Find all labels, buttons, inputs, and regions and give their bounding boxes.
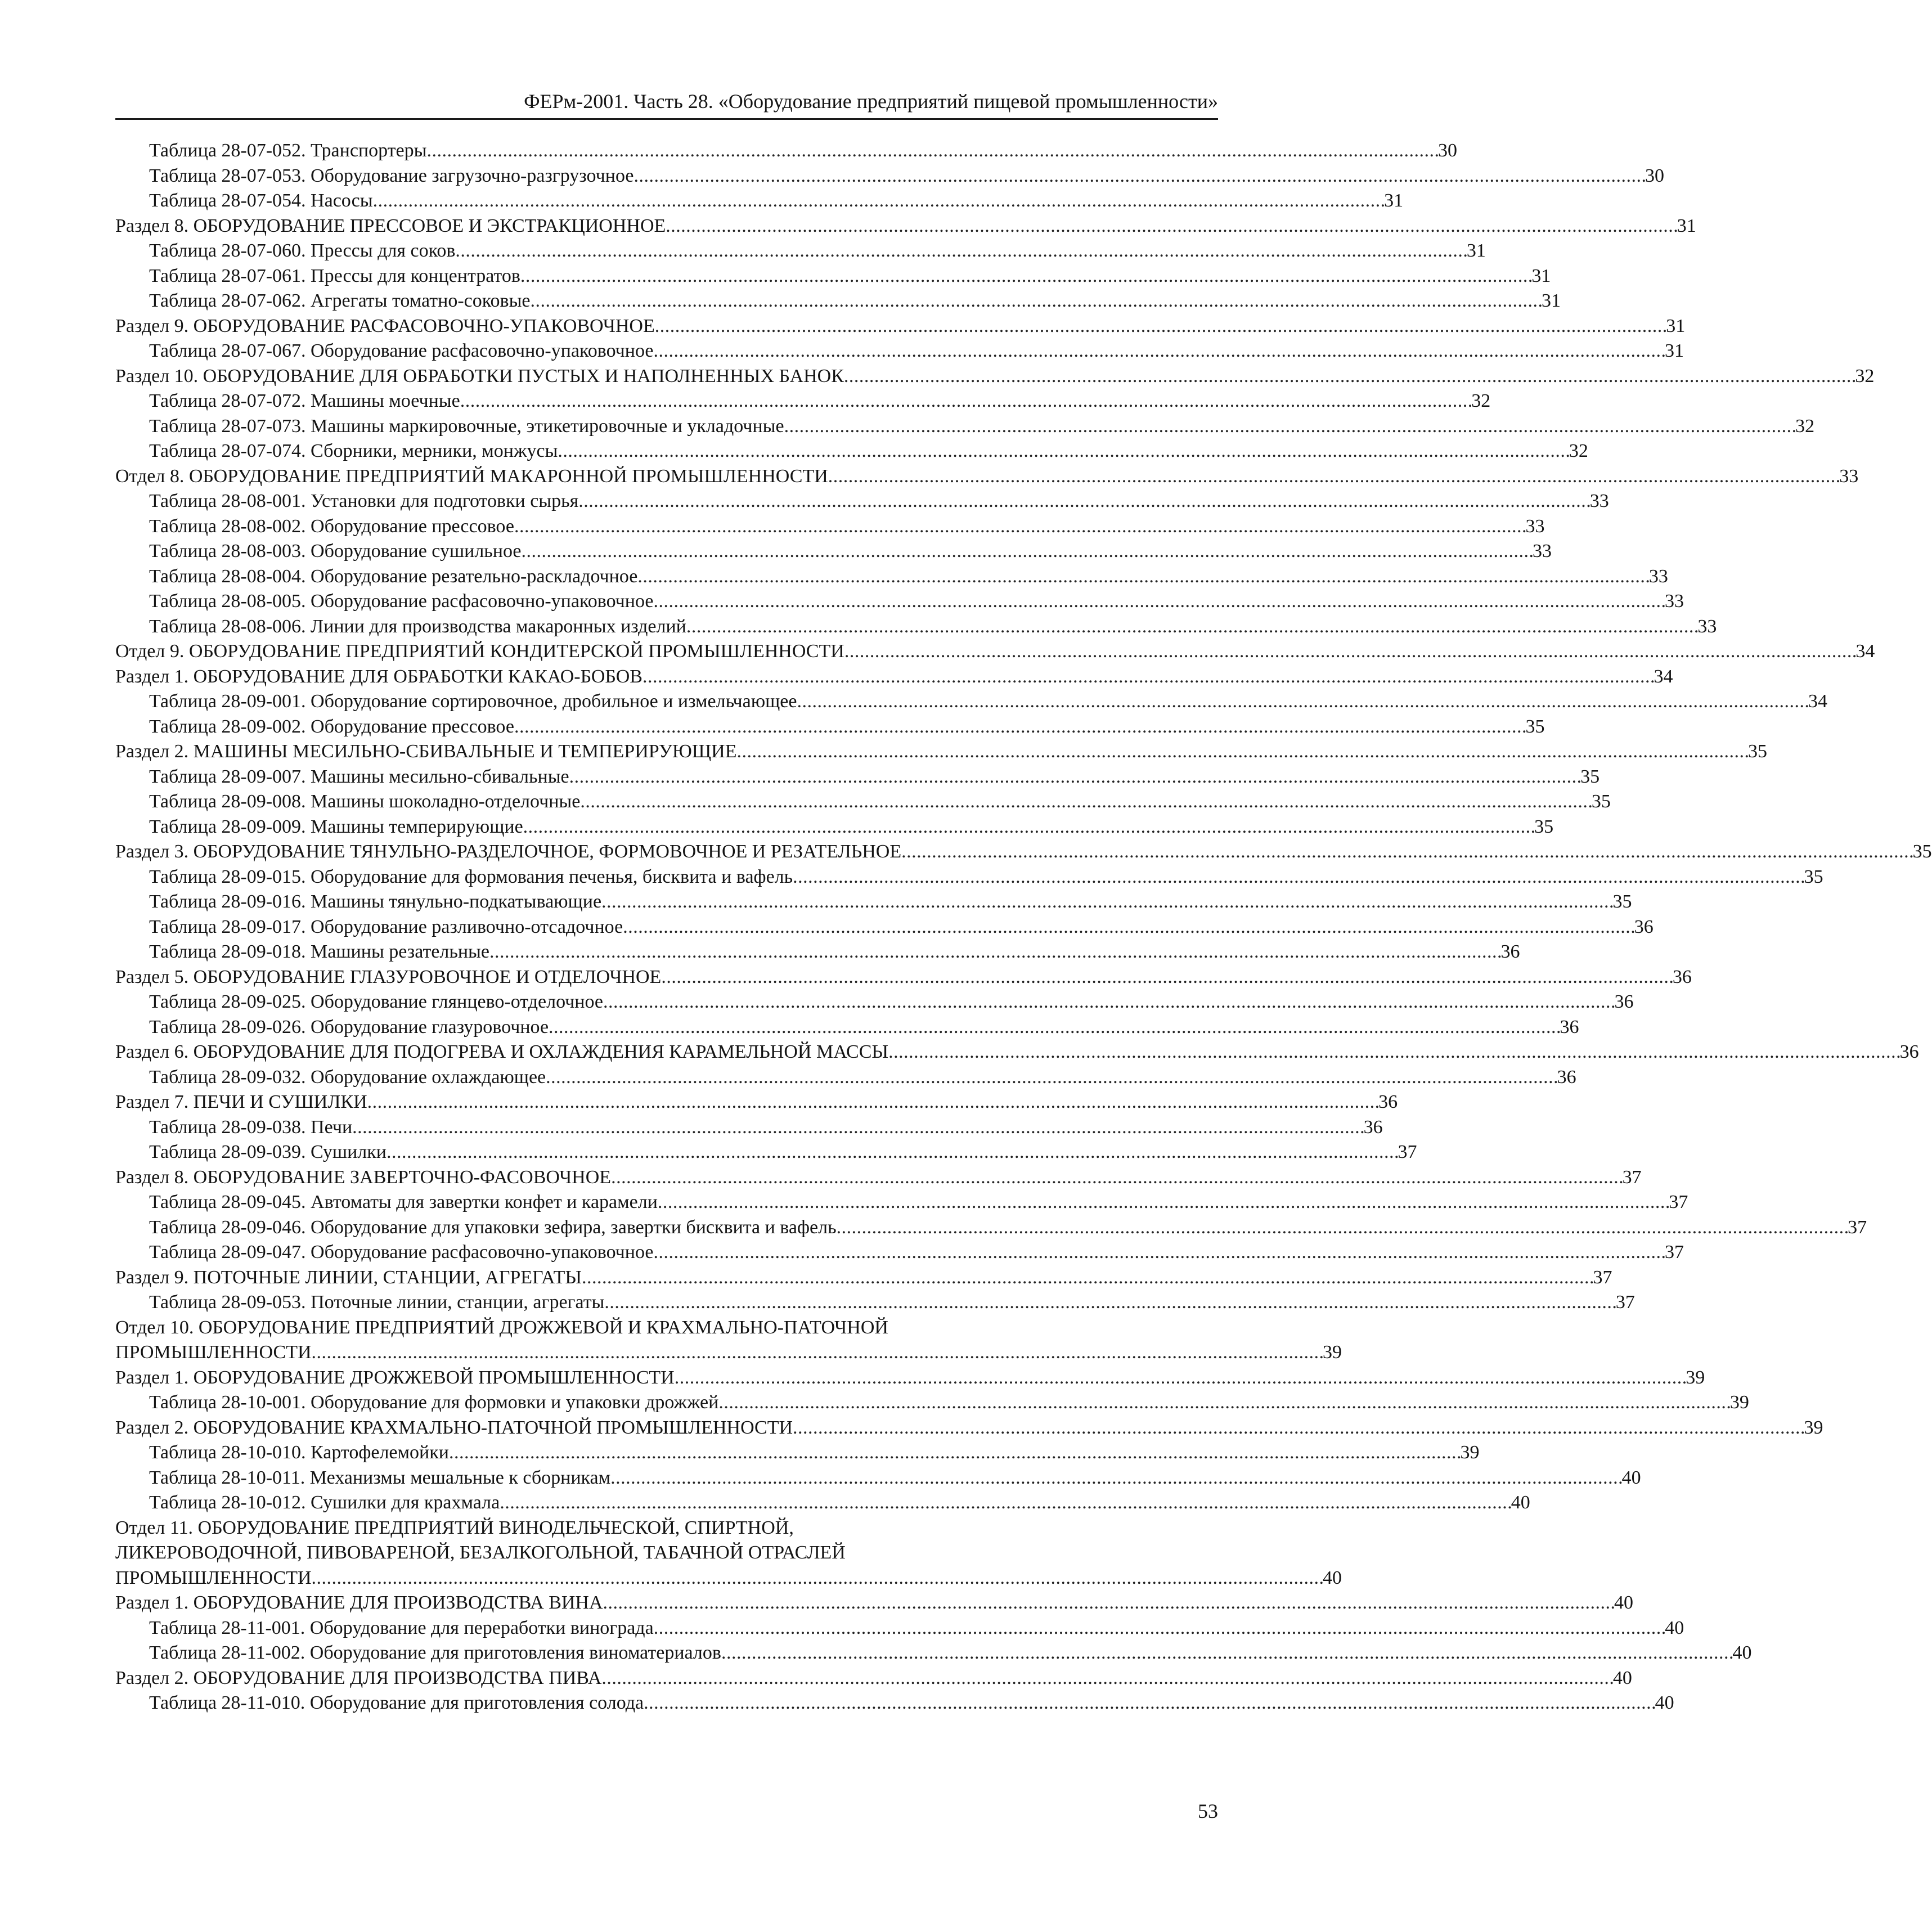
toc-section-entry — [115, 364, 1875, 389]
toc-entry-page: 31 — [1466, 240, 1486, 261]
toc-entry-title: Таблица 28-10-010. Картофелемойки — [149, 1442, 449, 1463]
toc-section-entry — [115, 1265, 1612, 1291]
dot-leader — [888, 1040, 1899, 1064]
toc-entry-title: Таблица 28-09-009. Машины темперирующие — [149, 816, 523, 837]
dot-leader — [675, 1365, 1685, 1390]
toc-entry-title: Раздел 8. ОБОРУДОВАНИЕ ЗАВЕРТОЧНО-ФАСОВОЧНОЕ — [115, 1166, 612, 1188]
toc-entry-title: Раздел 8. ОБОРУДОВАНИЕ ПРЕССОВОЕ И ЭКСТРАКЦИОННОЕ — [115, 215, 666, 236]
toc-entry-title: Таблица 28-07-073. Машины маркировочные, этикетировочные и укладочные — [149, 415, 784, 437]
dot-leader — [460, 389, 1471, 414]
toc-table-entry — [115, 439, 1588, 464]
toc-entry-title: Таблица 28-08-001. Установки для подготовки сырья — [149, 491, 579, 511]
toc-table-entry — [115, 389, 1491, 414]
toc-entry-page: 33 — [1589, 491, 1609, 511]
toc-entry-page: 36 — [1363, 1116, 1383, 1138]
toc-table-entry — [115, 1115, 1383, 1140]
toc-entry-page: 31 — [1664, 340, 1684, 361]
toc-entry-title: Таблица 28-09-038. Печи — [149, 1116, 353, 1138]
dot-leader — [828, 464, 1839, 489]
toc-entry-title: Таблица 28-10-001. Оборудование для формовки и упаковки дрожжей — [149, 1392, 719, 1413]
dot-leader — [623, 915, 1633, 940]
toc-section-entry — [115, 1090, 1398, 1115]
dot-leader — [642, 664, 1653, 689]
toc-entry-title: Таблица 28-07-060. Прессы для соков — [149, 240, 456, 261]
toc-entry-page: 30 — [1645, 165, 1664, 186]
toc-entry-title: Раздел 1. ОБОРУДОВАНИЕ ДЛЯ ОБРАБОТКИ КАКАО-БОБОВ — [115, 666, 642, 687]
toc-table-entry — [115, 289, 1561, 314]
dot-leader — [601, 890, 1612, 914]
toc-entry-page: 37 — [1622, 1166, 1642, 1188]
toc-section-entry — [115, 664, 1673, 690]
toc-table-entry — [115, 1290, 1635, 1315]
toc-entry-title: Раздел 2. ОБОРУДОВАНИЕ КРАХМАЛЬНО-ПАТОЧНОЙ ПРОМЫШЛЕННОСТИ — [115, 1417, 793, 1438]
toc-entry-page: 32 — [1471, 390, 1491, 411]
toc-section-entry — [115, 965, 1692, 990]
toc-table-entry — [115, 164, 1664, 189]
dot-leader — [522, 539, 1532, 564]
dot-leader — [312, 1340, 1322, 1365]
dot-leader — [611, 1165, 1621, 1190]
dot-leader — [644, 1691, 1654, 1715]
toc-entry-title: Раздел 1. ОБОРУДОВАНИЕ ДЛЯ ПРОИЗВОДСТВА ВИНА — [115, 1592, 603, 1613]
dot-leader — [601, 1666, 1612, 1691]
toc-entry-title: Раздел 5. ОБОРУДОВАНИЕ ГЛАЗУРОВОЧНОЕ И ОТДЕЛОЧНОЕ — [115, 966, 662, 987]
dot-leader — [603, 1591, 1614, 1615]
toc-entry-page: 35 — [1804, 866, 1823, 887]
toc-entry-page: 31 — [1531, 265, 1551, 286]
dot-leader — [784, 414, 1795, 439]
dot-leader — [523, 815, 1534, 839]
toc-entry-page: 33 — [1533, 541, 1552, 562]
toc-entry-title-line: ПРОМЫШЛЕННОСТИ — [115, 1342, 312, 1363]
dot-leader — [661, 965, 1672, 990]
toc-table-entry — [115, 1641, 1752, 1666]
dot-leader — [604, 1290, 1615, 1315]
running-header: ФЕРм-2001. Часть 28. «Оборудование предприятий пищевой промышленности» — [115, 89, 1218, 120]
toc-table-entry — [115, 940, 1520, 965]
toc-entry-page: 35 — [1525, 716, 1545, 737]
dot-leader — [549, 1015, 1559, 1040]
dot-leader — [793, 1416, 1803, 1440]
toc-entry-page: 39 — [1686, 1367, 1705, 1388]
toc-table-entry — [115, 1466, 1641, 1491]
dot-leader — [367, 1090, 1378, 1115]
dot-leader — [558, 439, 1568, 464]
toc-entry-page: 32 — [1795, 415, 1815, 437]
dot-leader — [546, 1065, 1556, 1090]
toc-table-entry — [115, 990, 1634, 1015]
toc-entry-title: Таблица 28-09-015. Оборудование для формования печенья, бисквита и вафель — [149, 866, 793, 887]
dot-leader — [793, 865, 1803, 890]
toc-entry-title: Таблица 28-11-002. Оборудование для приготовления виноматериалов — [149, 1642, 721, 1663]
toc-table-entry — [115, 564, 1668, 590]
toc-entry-page: 37 — [1669, 1192, 1688, 1212]
toc-entry-title: Таблица 28-07-074. Сборники, мерники, монжусы — [149, 441, 558, 461]
dot-leader — [387, 1140, 1397, 1165]
toc-entry-title: Таблица 28-07-053. Оборудование загрузочно-разгрузочное — [149, 165, 634, 186]
toc-entry-page: 35 — [1534, 816, 1554, 837]
toc-entry-page: 35 — [1591, 791, 1611, 812]
toc-entry-title: Таблица 28-09-046. Оборудование для упаковки зефира, завертки бисквита и вафель — [149, 1216, 837, 1238]
table-of-contents — [115, 138, 1932, 1716]
toc-entry-page: 37 — [1615, 1292, 1635, 1313]
toc-entry-title: Таблица 28-09-039. Сушилки — [149, 1142, 387, 1162]
toc-entry-page: 36 — [1378, 1091, 1398, 1112]
dot-leader — [514, 715, 1525, 739]
toc-section-entry — [115, 1416, 1823, 1441]
toc-table-entry — [115, 1215, 1867, 1241]
toc-entry-title: Таблица 28-09-026. Оборудование глазуровочное — [149, 1016, 549, 1037]
toc-entry-page: 35 — [1912, 841, 1932, 862]
toc-table-entry — [115, 689, 1827, 715]
toc-entry-page: 32 — [1569, 441, 1588, 461]
dot-leader — [654, 1616, 1664, 1641]
toc-entry-page: 40 — [1323, 1567, 1342, 1588]
dot-leader — [520, 264, 1531, 289]
toc-entry-title: Раздел 9. ОБОРУДОВАНИЕ РАСФАСОВОЧНО-УПАКОВОЧНОЕ — [115, 315, 655, 336]
toc-entry-title: Раздел 3. ОБОРУДОВАНИЕ ТЯНУЛЬНО-РАЗДЕЛОЧНОЕ, ФОРМОВОЧНОЕ И РЕЗАТЕЛЬНОЕ — [115, 841, 902, 862]
toc-entry-page: 40 — [1612, 1667, 1632, 1688]
toc-entry-title: Таблица 28-09-053. Поточные линии, станции, агрегаты — [149, 1292, 605, 1313]
toc-entry-page: 33 — [1525, 515, 1545, 537]
toc-entry-title: Таблица 28-08-004. Оборудование резательно-раскладочное — [149, 565, 638, 587]
toc-entry-title: Таблица 28-09-047. Оборудование расфасовочно-упаковочное — [149, 1242, 654, 1263]
toc-section-entry — [115, 1040, 1919, 1065]
page-number: 53 — [1198, 1800, 1218, 1822]
toc-entry-page: 34 — [1855, 641, 1875, 662]
toc-entry-page: 35 — [1580, 766, 1600, 787]
toc-entry-page: 32 — [1855, 365, 1875, 387]
toc-table-entry — [115, 789, 1611, 815]
toc-entry-page: 33 — [1839, 465, 1859, 487]
toc-entry-page: 35 — [1747, 741, 1767, 762]
toc-entry-page: 40 — [1511, 1492, 1530, 1513]
toc-entry-page: 36 — [1500, 941, 1520, 962]
toc-entry-page: 37 — [1593, 1266, 1612, 1288]
toc-entry-page: 31 — [1666, 315, 1686, 336]
dot-leader — [844, 639, 1855, 664]
toc-table-entry — [115, 539, 1552, 564]
toc-entry-title: Таблица 28-07-067. Оборудование расфасовочно-упаковочное — [149, 340, 654, 361]
toc-entry-title: Таблица 28-07-072. Машины моечные — [149, 390, 460, 411]
toc-entry-title: Раздел 7. ПЕЧИ И СУШИЛКИ — [115, 1091, 367, 1112]
toc-section-entry — [115, 214, 1696, 239]
toc-table-entry — [115, 1065, 1576, 1090]
dot-leader — [582, 1265, 1592, 1290]
toc-section-entry — [115, 1591, 1634, 1616]
dot-leader — [658, 1190, 1668, 1215]
dot-leader — [500, 1490, 1510, 1515]
toc-entry-page: 40 — [1614, 1592, 1634, 1613]
toc-table-entry — [115, 865, 1823, 890]
toc-table-entry — [115, 1390, 1749, 1416]
toc-section-entry — [115, 839, 1932, 865]
toc-entry-title: Таблица 28-09-032. Оборудование охлаждающее — [149, 1066, 546, 1088]
dot-leader — [426, 138, 1437, 163]
toc-table-entry — [115, 489, 1609, 514]
toc-table-entry — [115, 1490, 1530, 1516]
toc-entry-title: Раздел 9. ПОТОЧНЫЕ ЛИНИИ, СТАНЦИИ, АГРЕГАТЫ — [115, 1266, 582, 1288]
toc-entry-title: Таблица 28-07-061. Прессы для концентратов — [149, 265, 520, 286]
toc-entry-page: 31 — [1677, 215, 1696, 236]
toc-entry-title: Таблица 28-09-025. Оборудование глянцево-отделочное — [149, 991, 603, 1012]
toc-entry-page: 33 — [1697, 616, 1717, 637]
dot-leader — [655, 314, 1665, 339]
toc-entry-title: Отдел 8. ОБОРУДОВАНИЕ ПРЕДПРИЯТИЙ МАКАРОННОЙ ПРОМЫШЛЕННОСТИ — [115, 465, 828, 487]
toc-table-entry — [115, 264, 1551, 289]
toc-entry-title: Раздел 10. ОБОРУДОВАНИЕ ДЛЯ ОБРАБОТКИ ПУСТЫХ И НАПОЛНЕННЫХ БАНОК — [115, 365, 844, 387]
dot-leader — [352, 1115, 1363, 1140]
dot-leader — [901, 839, 1912, 864]
toc-entry-title: Таблица 28-08-006. Линии для производства макаронных изделий — [149, 616, 686, 637]
toc-entry-page: 30 — [1437, 140, 1457, 161]
toc-entry-title: Таблица 28-09-045. Автоматы для завертки конфет и карамели — [149, 1192, 658, 1212]
toc-entry-title: Раздел 2. ОБОРУДОВАНИЕ ДЛЯ ПРОИЗВОДСТВА ПИВА — [115, 1667, 602, 1688]
dot-leader — [653, 339, 1664, 363]
dot-leader — [837, 1215, 1847, 1240]
toc-entry-title: Таблица 28-09-007. Машины месильно-сбивальные — [149, 766, 569, 787]
toc-entry-page: 39 — [1323, 1342, 1342, 1363]
toc-entry-page: 31 — [1542, 290, 1561, 311]
toc-section-entry — [115, 1165, 1642, 1191]
toc-section-entry — [115, 639, 1875, 664]
dot-leader — [312, 1566, 1322, 1591]
toc-table-entry — [115, 514, 1545, 540]
toc-section-entry — [115, 1315, 1342, 1365]
toc-table-entry — [115, 1015, 1579, 1040]
dot-leader — [603, 990, 1614, 1014]
toc-entry-title: Таблица 28-07-054. Насосы — [149, 190, 373, 211]
toc-table-entry — [115, 815, 1554, 840]
toc-entry-page: 36 — [1899, 1041, 1919, 1062]
toc-section-entry — [115, 1516, 1342, 1591]
dot-leader — [580, 789, 1590, 814]
dot-leader — [569, 765, 1580, 789]
toc-section-entry — [115, 1365, 1705, 1391]
toc-table-entry — [115, 138, 1457, 164]
toc-entry-title: Таблица 28-10-012. Сушилки для крахмала — [149, 1492, 500, 1513]
toc-entry-title: Таблица 28-08-005. Оборудование расфасовочно-упаковочное — [149, 591, 654, 612]
toc-entry-page: 37 — [1398, 1142, 1417, 1162]
toc-entry-title: Раздел 6. ОБОРУДОВАНИЕ ДЛЯ ПОДОГРЕВА И ОХЛАЖДЕНИЯ КАРАМЕЛЬНОЙ МАССЫ — [115, 1041, 889, 1062]
toc-entry-title-line: Отдел 10. ОБОРУДОВАНИЕ ПРЕДПРИЯТИЙ ДРОЖЖЕВОЙ И КРАХМАЛЬНО-ПАТОЧНОЙ — [115, 1317, 888, 1338]
toc-table-entry — [115, 414, 1815, 439]
toc-entry-page: 36 — [1672, 966, 1692, 987]
toc-entry-title: Таблица 28-11-001. Оборудование для переработки винограда — [149, 1617, 654, 1638]
toc-table-entry — [115, 1190, 1688, 1215]
toc-section-entry — [115, 314, 1686, 339]
dot-leader — [637, 564, 1648, 589]
dot-leader — [736, 739, 1747, 764]
toc-table-entry — [115, 339, 1684, 364]
dot-leader — [578, 489, 1589, 514]
toc-entry-page: 39 — [1804, 1417, 1823, 1438]
dot-leader — [610, 1466, 1621, 1490]
toc-entry-page: 39 — [1729, 1392, 1749, 1413]
dot-leader — [633, 164, 1644, 188]
toc-table-entry — [115, 1140, 1417, 1165]
dot-leader — [489, 940, 1500, 964]
toc-section-entry — [115, 464, 1859, 489]
toc-entry-title: Таблица 28-10-011. Механизмы мешальные к сборникам — [149, 1467, 611, 1488]
toc-entry-page: 37 — [1848, 1216, 1867, 1238]
dot-leader — [653, 1240, 1664, 1265]
toc-table-entry — [115, 715, 1545, 740]
toc-table-entry — [115, 1440, 1480, 1466]
dot-leader — [449, 1440, 1459, 1465]
dot-leader — [373, 188, 1383, 213]
toc-entry-title: Таблица 28-09-001. Оборудование сортировочное, дробильное и измельчающее — [149, 691, 797, 712]
toc-entry-title-line: ЛИКЕРОВОДОЧНОЙ, ПИВОВАРЕНОЙ, БЕЗАЛКОГОЛЬНОЙ, ТАБАЧНОЙ ОТРАСЛЕЙ — [115, 1542, 846, 1563]
toc-entry-title: Раздел 1. ОБОРУДОВАНИЕ ДРОЖЖЕВОЙ ПРОМЫШЛЕННОСТИ — [115, 1367, 675, 1388]
toc-entry-page: 33 — [1664, 591, 1684, 612]
toc-entry-title: Таблица 28-09-018. Машины резательные — [149, 941, 489, 962]
toc-entry-title: Отдел 9. ОБОРУДОВАНИЕ ПРЕДПРИЯТИЙ КОНДИТЕРСКОЙ ПРОМЫШЛЕННОСТИ — [115, 641, 844, 662]
dot-leader — [718, 1390, 1729, 1415]
dot-leader — [455, 239, 1466, 263]
toc-entry-page: 39 — [1460, 1442, 1480, 1463]
dot-leader — [653, 589, 1664, 614]
toc-entry-title: Таблица 28-08-002. Оборудование прессовое — [149, 515, 514, 537]
toc-entry-page: 34 — [1808, 691, 1827, 712]
toc-entry-title: Таблица 28-11-010. Оборудование для приготовления солода — [149, 1692, 644, 1713]
toc-table-entry — [115, 765, 1600, 790]
toc-entry-page: 33 — [1648, 565, 1668, 587]
toc-entry-page: 36 — [1560, 1016, 1579, 1037]
toc-entry-title: Таблица 28-09-016. Машины тянульно-подкатывающие — [149, 891, 602, 912]
toc-table-entry — [115, 614, 1717, 640]
toc-entry-title: Таблица 28-09-008. Машины шоколадно-отделочные — [149, 791, 581, 812]
toc-entry-page: 40 — [1621, 1467, 1641, 1488]
toc-table-entry — [115, 188, 1404, 214]
dot-leader — [686, 614, 1697, 639]
toc-section-entry — [115, 739, 1767, 765]
toc-entry-page: 35 — [1612, 891, 1632, 912]
toc-entry-title: Таблица 28-07-052. Транспортеры — [149, 140, 427, 161]
toc-entry-page: 37 — [1664, 1242, 1684, 1263]
toc-table-entry — [115, 890, 1632, 915]
toc-table-entry — [115, 589, 1684, 614]
toc-entry-page: 36 — [1557, 1066, 1576, 1088]
dot-leader — [844, 364, 1854, 389]
toc-entry-page: 36 — [1614, 991, 1634, 1012]
toc-entry-title: Таблица 28-09-002. Оборудование прессовое — [149, 716, 514, 737]
toc-entry-title-line: Отдел 11. ОБОРУДОВАНИЕ ПРЕДПРИЯТИЙ ВИНОДЕЛЬЧЕСКОЙ, СПИРТНОЙ, — [115, 1517, 794, 1538]
toc-entry-page: 40 — [1665, 1617, 1684, 1638]
dot-leader — [514, 514, 1525, 539]
toc-entry-title-line: ПРОМЫШЛЕННОСТИ — [115, 1567, 312, 1588]
dot-leader — [721, 1641, 1732, 1665]
toc-entry-page: 40 — [1732, 1642, 1752, 1663]
toc-entry-title: Таблица 28-07-062. Агрегаты томатно-соковые — [149, 290, 531, 311]
toc-entry-page: 40 — [1655, 1692, 1674, 1713]
toc-section-entry — [115, 1666, 1632, 1691]
toc-table-entry — [115, 239, 1486, 264]
toc-table-entry — [115, 915, 1654, 940]
toc-entry-page: 34 — [1654, 666, 1673, 687]
toc-entry-title: Раздел 2. МАШИНЫ МЕСИЛЬНО-СБИВАЛЬНЫЕ И ТЕМПЕРИРУЮЩИЕ — [115, 741, 737, 762]
toc-entry-title: Таблица 28-08-003. Оборудование сушильное — [149, 541, 522, 562]
dot-leader — [797, 689, 1807, 714]
dot-leader — [666, 214, 1676, 239]
toc-table-entry — [115, 1691, 1674, 1716]
toc-entry-page: 36 — [1634, 916, 1654, 937]
toc-table-entry — [115, 1616, 1684, 1641]
toc-entry-page: 31 — [1384, 190, 1404, 211]
toc-table-entry — [115, 1240, 1684, 1265]
dot-leader — [531, 289, 1541, 313]
toc-entry-title: Таблица 28-09-017. Оборудование разливочно-отсадочное — [149, 916, 623, 937]
